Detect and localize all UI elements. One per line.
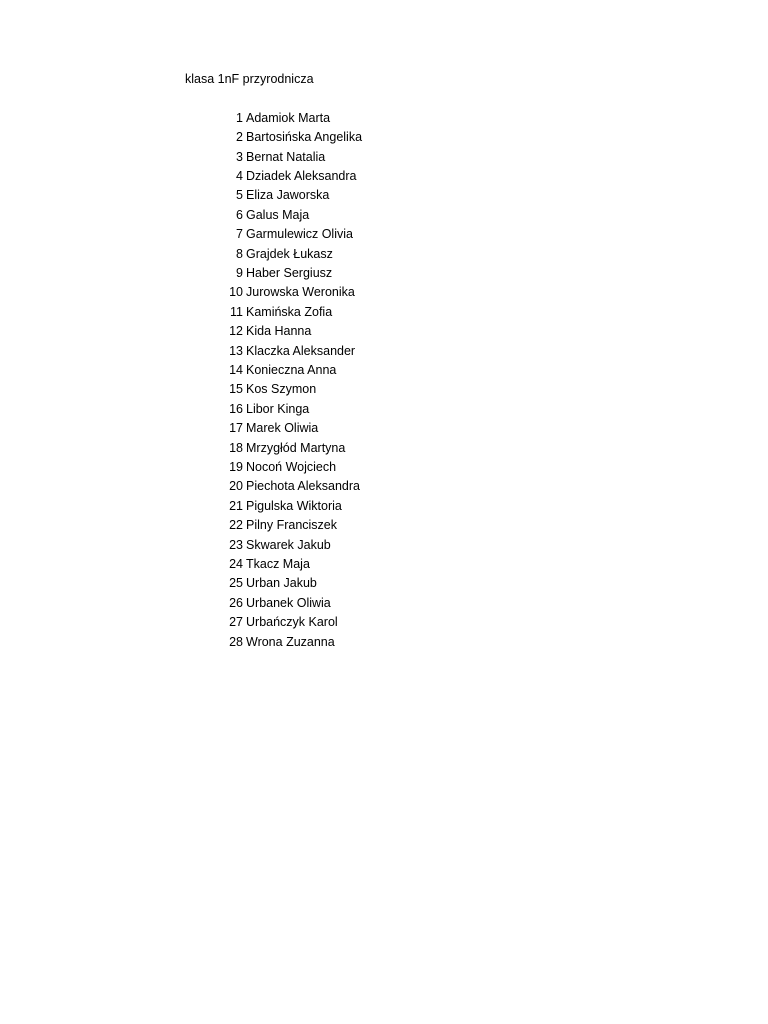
list-item-name: Mrzygłód Martyna [246, 440, 346, 455]
list-item-name: Urbańczyk Karol [246, 615, 338, 630]
list-item [220, 535, 362, 554]
list-item-name: Grajdek Łukasz [246, 246, 333, 261]
list-item-number: 10 [229, 285, 243, 300]
list-item-name: Piechota Aleksandra [246, 479, 360, 494]
list-item-number: 17 [229, 421, 243, 436]
list-item [220, 613, 362, 632]
list-item-name: Dziadek Aleksandra [246, 168, 357, 183]
list-item-number: 22 [229, 518, 243, 533]
list-item-name: Konieczna Anna [246, 362, 337, 377]
list-item [220, 477, 362, 496]
list-item-name: Bartosińska Angelika [246, 130, 363, 145]
list-item [220, 205, 362, 224]
list-item-name: Kida Hanna [246, 324, 312, 339]
list-item-number: 3 [236, 149, 243, 164]
list-item-name: Urbanek Oliwia [246, 595, 331, 610]
list-item [220, 224, 362, 243]
list-item-number: 4 [236, 168, 243, 183]
list-item-name: Nocoń Wojciech [246, 460, 337, 475]
list-item [220, 457, 362, 476]
list-item-number: 2 [236, 130, 243, 145]
list-item [220, 263, 362, 282]
list-item-number: 23 [229, 537, 243, 552]
list-item [220, 516, 362, 535]
list-item-name: Bernat Natalia [246, 149, 326, 164]
list-item-name: Urban Jakub [246, 576, 317, 591]
list-item-name: Haber Sergiusz [246, 265, 333, 280]
list-item-number: 27 [229, 615, 243, 630]
list-item-name: Pilny Franciszek [246, 518, 337, 533]
list-item-number: 11 [230, 304, 243, 319]
list-item-number: 14 [229, 362, 243, 377]
list-item [220, 438, 362, 457]
student-list [220, 108, 362, 651]
list-item [220, 632, 362, 651]
list-item [220, 244, 362, 263]
list-item-name: Galus Maja [246, 207, 310, 222]
list-item [220, 108, 362, 127]
list-item [220, 554, 362, 573]
list-item-name: Adamiok Marta [246, 110, 331, 125]
list-item [220, 419, 362, 438]
list-item-name: Garmulewicz Olivia [246, 227, 353, 242]
list-item-number: 28 [229, 634, 243, 649]
list-item [220, 380, 362, 399]
list-item-name: Kos Szymon [246, 382, 317, 397]
list-item [220, 496, 362, 515]
list-item-name: Skwarek Jakub [246, 537, 331, 552]
list-item-number: 20 [229, 479, 243, 494]
list-item-name: Wrona Zuzanna [246, 634, 335, 649]
list-item-name: Eliza Jaworska [246, 188, 330, 203]
list-item-number: 7 [236, 227, 243, 242]
list-item [220, 360, 362, 379]
list-item-number: 18 [229, 440, 243, 455]
list-item-number: 13 [229, 343, 243, 358]
list-item-name: Klaczka Aleksander [246, 343, 356, 358]
list-item [220, 283, 362, 302]
list-item-number: 8 [236, 246, 243, 261]
list-item [220, 302, 362, 321]
document-title: klasa 1nF przyrodnicza [185, 72, 314, 86]
list-item [220, 127, 362, 146]
list-item-number: 25 [229, 576, 243, 591]
list-item-number: 5 [236, 188, 243, 203]
list-item [220, 593, 362, 612]
list-item [220, 341, 362, 360]
list-item-number: 6 [236, 207, 243, 222]
list-item-name: Tkacz Maja [246, 557, 310, 572]
list-item [220, 166, 362, 185]
list-item [220, 574, 362, 593]
list-item-name: Marek Oliwia [246, 421, 319, 436]
list-item-number: 19 [229, 460, 243, 475]
list-item-number: 12 [229, 324, 243, 339]
list-item-number: 24 [229, 557, 243, 572]
list-item-number: 15 [229, 382, 243, 397]
list-item-number: 1 [236, 110, 243, 125]
list-item-number: 16 [229, 401, 243, 416]
list-item-name: Kamińska Zofia [246, 304, 333, 319]
list-item-number: 26 [229, 595, 243, 610]
list-item-number: 21 [229, 498, 243, 513]
list-item-name: Jurowska Weronika [246, 285, 355, 300]
list-item-name: Pigulska Wiktoria [246, 498, 342, 513]
list-item-name: Libor Kinga [246, 401, 310, 416]
list-item [220, 147, 362, 166]
list-item [220, 321, 362, 340]
list-item [220, 399, 362, 418]
list-item [220, 186, 362, 205]
list-item-number: 9 [236, 265, 243, 280]
